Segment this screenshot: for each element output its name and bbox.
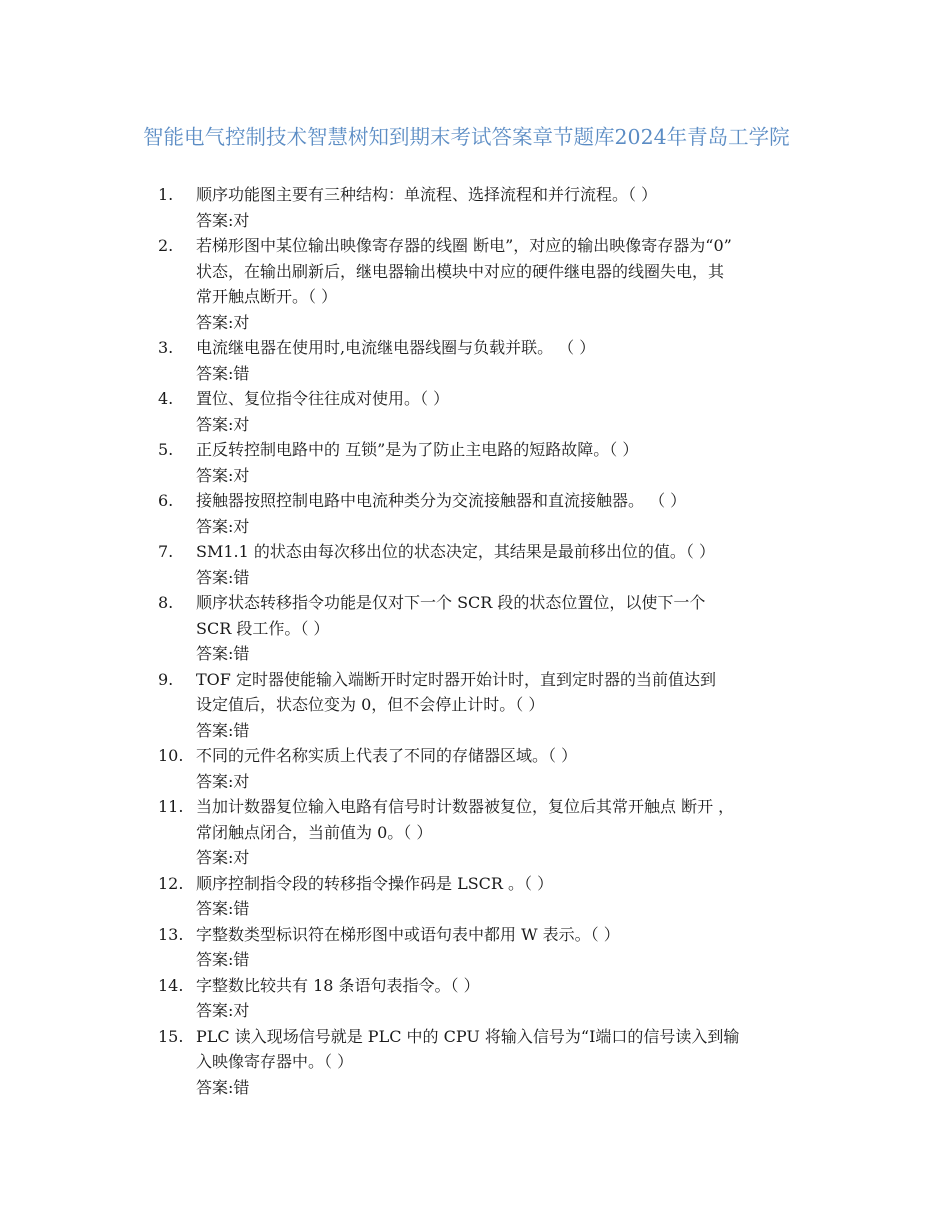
question-text: 正反转控制电路中的 互锁”是为了防止主电路的短路故障。（ ） [196, 440, 639, 459]
list-item [158, 386, 848, 437]
list-item [158, 233, 848, 335]
question-text: SM1.1 的状态由每次移出位的状态决定，其结果是最前移出位的值。（ ） [196, 542, 715, 561]
question-number: 7. [158, 542, 174, 561]
list-item [158, 871, 848, 922]
answer-text: 答案:对 [196, 414, 250, 434]
answer-text: 答案:错 [196, 950, 250, 969]
question-number: 14. [158, 975, 184, 995]
answer-text: 答案:错 [196, 1077, 250, 1097]
answer-text: 答案:对 [196, 771, 250, 791]
question-text: 字整数类型标识符在梯形图中或语句表中都用 W 表示。（ ） [196, 924, 620, 944]
question-number: 9. [158, 669, 174, 689]
list-item [158, 973, 848, 1024]
question-number: 13. [158, 924, 184, 944]
question-text: 顺序状态转移指令功能是仅对下一个 SCR 段的状态位置位，以使下一个 SCR 段工作。（ ） [196, 593, 706, 638]
question-text: 电流继电器在使用时,电流继电器线圈与负载并联。 （ ） [196, 338, 596, 357]
question-text: 接触器按照控制电路中电流种类分为交流接触器和直流接触器。 （ ） [196, 491, 687, 510]
list-item [158, 743, 848, 794]
question-list [158, 182, 848, 1100]
list-item [158, 182, 848, 233]
document-title: 智能电气控制技术智慧树知到期末考试答案章节题库2024年青岛工学院 [143, 125, 790, 149]
answer-text: 答案:对 [196, 210, 250, 230]
list-item [158, 335, 848, 386]
question-text: 置位、复位指令往往成对使用。（ ） [196, 389, 450, 408]
question-text: 顺序功能图主要有三种结构：单流程、选择流程和并行流程。（ ） [196, 185, 658, 204]
question-number: 11. [158, 797, 184, 816]
question-number: 15. [158, 1026, 184, 1046]
answer-text: 答案:对 [196, 516, 250, 536]
list-item [158, 539, 848, 590]
list-item [158, 437, 848, 488]
list-item [158, 667, 848, 744]
answer-text: 答案:对 [196, 465, 250, 485]
answer-text: 答案:错 [196, 567, 250, 587]
question-number: 5. [158, 440, 174, 459]
question-number: 3. [158, 338, 174, 357]
answer-text: 答案:对 [196, 1001, 250, 1020]
list-item [158, 794, 848, 871]
question-text: 字整数比较共有 18 条语句表指令。（ ） [196, 975, 480, 995]
list-item [158, 590, 848, 667]
question-number: 10. [158, 746, 184, 765]
question-number: 12. [158, 873, 184, 893]
list-item [158, 922, 848, 973]
answer-text: 答案:对 [196, 848, 250, 867]
list-item [158, 488, 848, 539]
answer-text: 答案:错 [196, 644, 250, 663]
question-text: 若梯形图中某位输出映像寄存器的线圈 断电”，对应的输出映像寄存器为“0” 状态，在输出刷新后，继电器输出模块中对应的硬件继电器的线圈失电，其 常开触点断开。（ ） [196, 236, 732, 306]
question-number: 6. [158, 491, 174, 510]
answer-text: 答案:对 [196, 312, 250, 332]
question-text: 不同的元件名称实质上代表了不同的存储器区域。（ ） [196, 746, 578, 765]
answer-text: 答案:错 [196, 899, 250, 918]
answer-text: 答案:错 [196, 720, 250, 740]
question-text: 当加计数器复位输入电路有信号时计数器被复位，复位后其常开触点 断开 ， 常闭触点闭合，当前值为 0。（ ） [196, 797, 735, 842]
question-text: TOF 定时器使能输入端断开时定时器开始计时，直到定时器的当前值达到 设定值后，状态位变为 0，但不会停止计时。（ ） [196, 669, 716, 714]
list-item [158, 1024, 848, 1101]
question-number: 8. [158, 593, 174, 612]
question-text: 顺序控制指令段的转移指令操作码是 LSCR 。（ ） [196, 873, 554, 893]
question-number: 2. [158, 236, 174, 255]
question-number: 1. [158, 185, 174, 204]
answer-text: 答案:错 [196, 363, 250, 383]
question-text: PLC 读入现场信号就是 PLC 中的 CPU 将输入信号为“I端口的信号读入到输 入映像寄存器中。（ ） [196, 1026, 740, 1071]
question-number: 4. [158, 389, 174, 408]
